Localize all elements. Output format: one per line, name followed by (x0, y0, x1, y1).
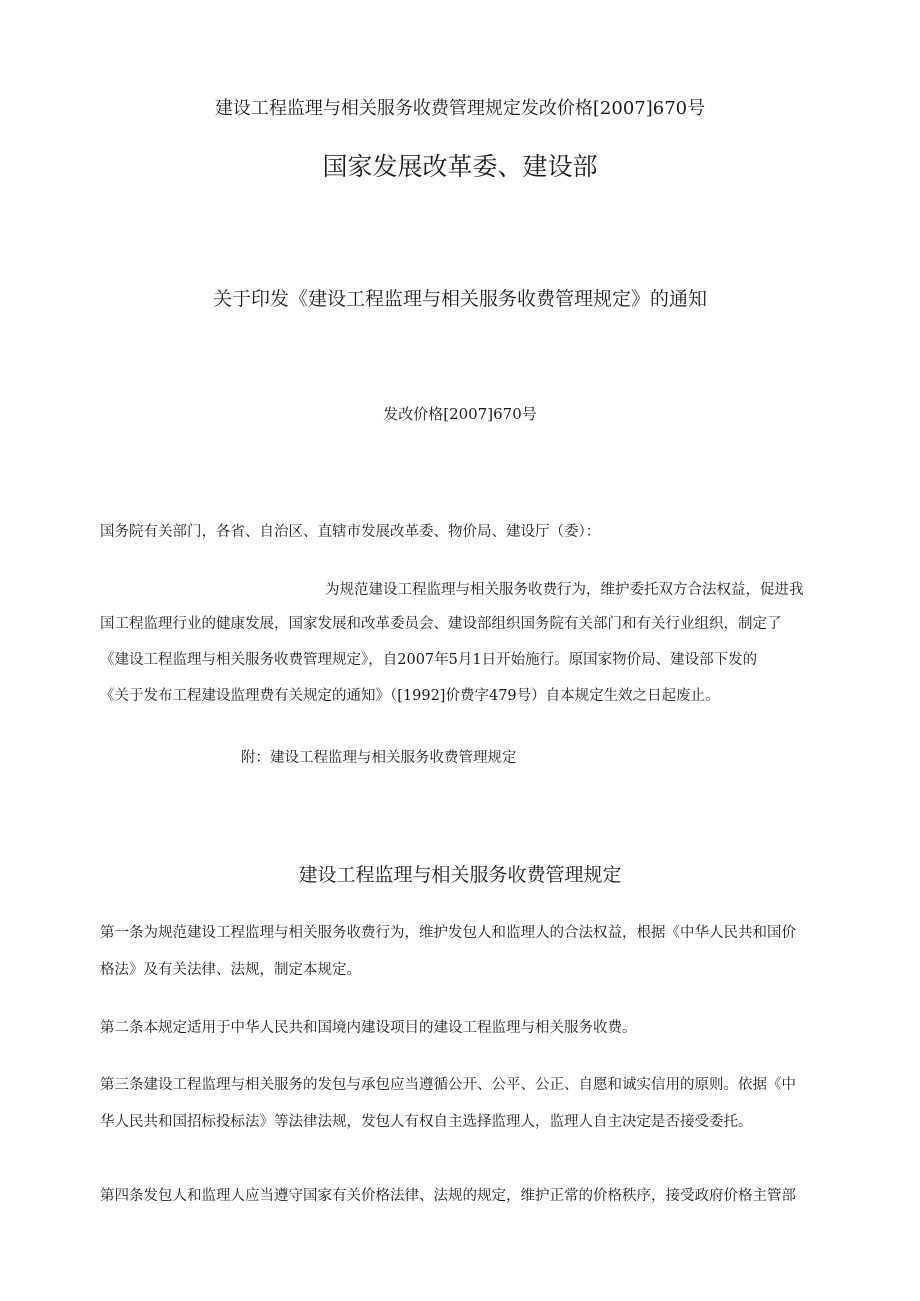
article-4-line: 第四条发包人和监理人应当遵守国家有关价格法律、法规的规定，维护正常的价格秩序，接受政府价格主管部 (100, 1188, 796, 1204)
article-1-line: 第一条为规范建设工程监理与相关服务收费行为，维护发包人和监理人的合法权益，根据《中华人民共和国价 (100, 925, 796, 941)
regulation-title: 建设工程监理与相关服务收费管理规定 (298, 864, 622, 886)
article-3-line: 第三条建设工程监理与相关服务的发包与承包应当遵循公开、公平、公正、自愿和诚实信用的原则。依据《中 (100, 1077, 796, 1093)
article-2: 第二条本规定适用于中华人民共和国境内建设项目的建设工程监理与相关服务收费。 (100, 1020, 637, 1036)
notice-title: 关于印发《建设工程监理与相关服务收费管理规定》的通知 (212, 288, 707, 310)
paragraph-line: 《建设工程监理与相关服务收费管理规定》，自2007年5月1日开始施行。原国家物价局、建设部下发的 (100, 652, 758, 668)
paragraph-line: 《关于发布工程建设监理费有关规定的通知》（[1992]价费字479号）自本规定生效之日起废止。 (100, 688, 720, 704)
paragraph-line: 国工程监理行业的健康发展，国家发展和改革委员会、建设部组织国务院有关部门和有关行业组织，制定了 (100, 616, 782, 632)
attachment-note: 附：建设工程监理与相关服务收费管理规定 (241, 750, 517, 766)
article-3-line: 华人民共和国招标投标法》等法律法规，发包人有权自主选择监理人，监理人自主决定是否接受委托。 (100, 1114, 753, 1130)
paragraph-line: 为规范建设工程监理与相关服务收费行为，维护委托双方合法权益，促进我 (325, 582, 804, 598)
article-1-line: 格法》及有关法律、法规，制定本规定。 (100, 962, 361, 978)
issuer-title: 国家发展改革委、建设部 (322, 152, 598, 181)
addressee-line: 国务院有关部门，各省、自治区、直辖市发展改革委、物价局、建设厅（委）： (100, 524, 601, 540)
document-header-title: 建设工程监理与相关服务收费管理规定发改价格[2007]670号 (214, 98, 706, 119)
document-number: 发改价格[2007]670号 (383, 405, 537, 423)
